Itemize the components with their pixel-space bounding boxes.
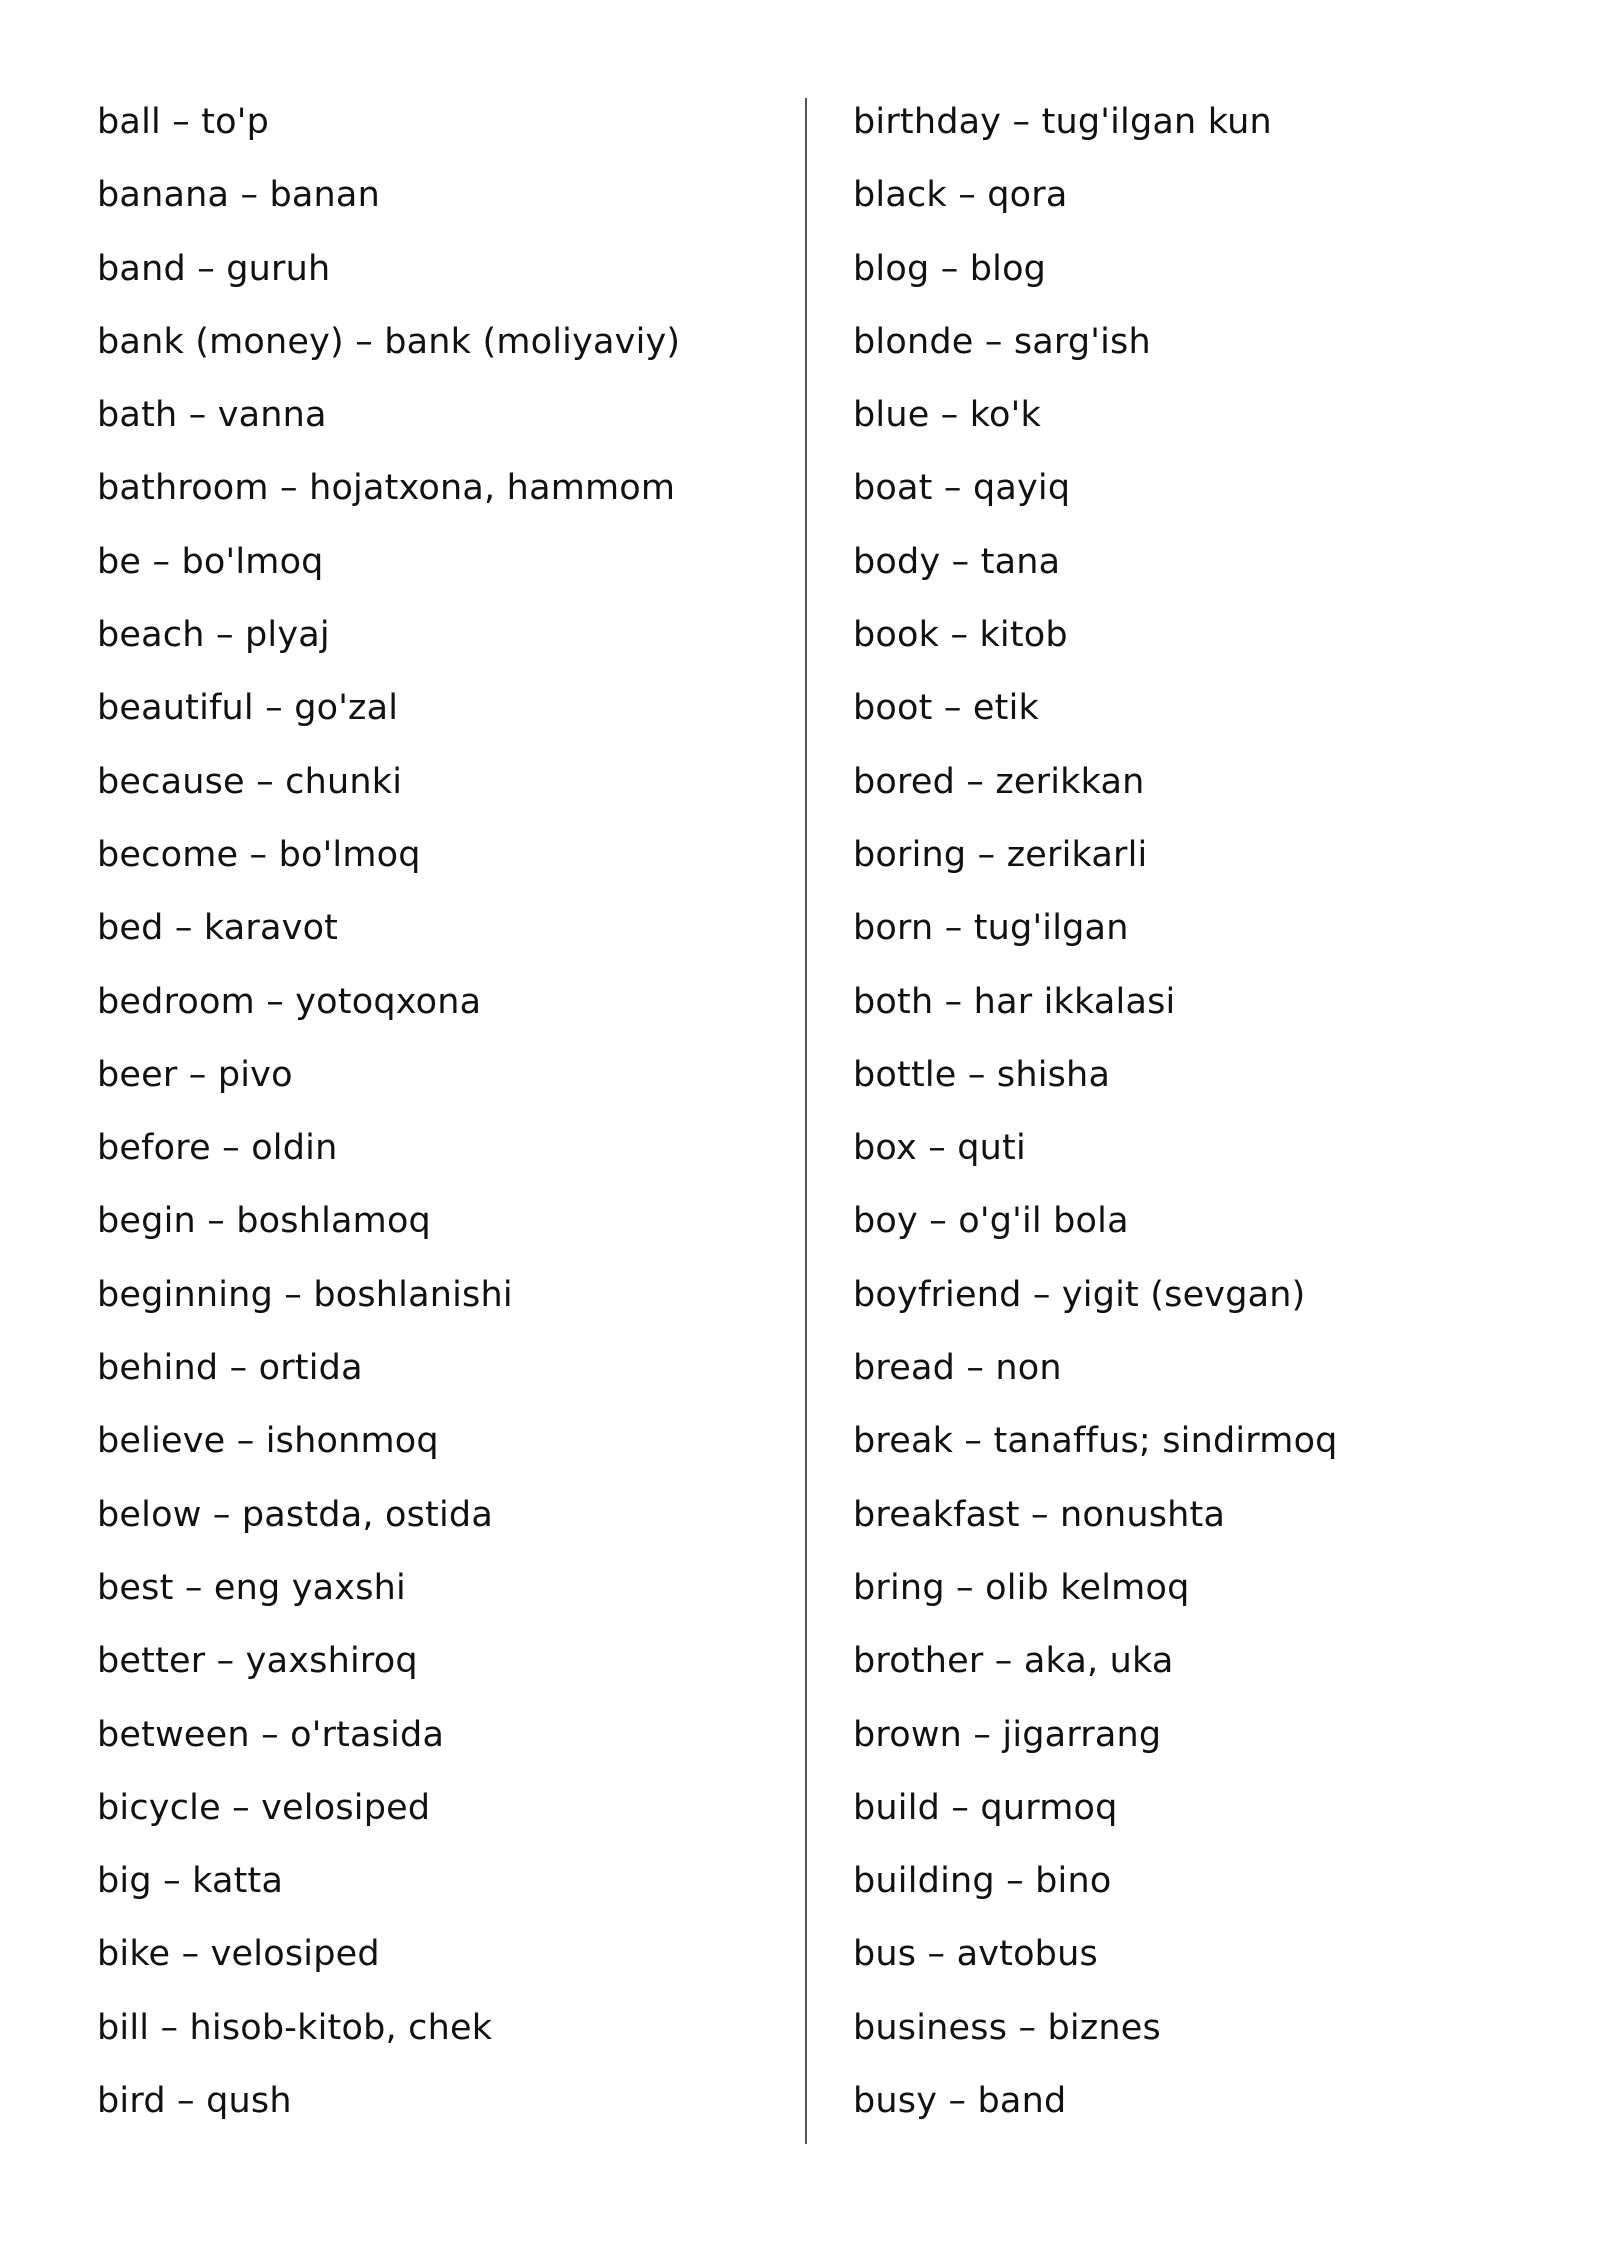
vocabulary-entry: bank (money) – bank (moliyaviy)	[97, 321, 681, 362]
vocabulary-entry: banana – banan	[97, 175, 380, 216]
vocabulary-entry: boyfriend – yigit (sevgan)	[853, 1274, 1306, 1315]
vocabulary-entry: building – bino	[853, 1861, 1112, 1902]
vocabulary-entry: bedroom – yotoqxona	[97, 981, 482, 1022]
vocabulary-entry: business – biznes	[853, 2007, 1161, 2048]
vocabulary-entry: band – guruh	[97, 248, 331, 289]
vocabulary-entry: beach – plyaj	[97, 615, 330, 656]
vocabulary-entry: boring – zerikarli	[853, 834, 1148, 875]
vocabulary-entry: beginning – boshlanishi	[97, 1274, 513, 1315]
vocabulary-entry: boy – o'g'il bola	[853, 1201, 1129, 1242]
vocabulary-entry: because – chunki	[97, 761, 403, 802]
vocabulary-entry: beautiful – go'zal	[97, 688, 399, 729]
vocabulary-entry: bread – non	[853, 1348, 1062, 1389]
vocabulary-entry: big – katta	[97, 1861, 284, 1902]
vocabulary-entry: begin – boshlamoq	[97, 1201, 431, 1242]
vocabulary-entry: better – yaxshiroq	[97, 1641, 418, 1682]
vocabulary-entry: ball – to'p	[97, 102, 270, 142]
vocabulary-entry: birthday – tug'ilgan kun	[853, 102, 1272, 142]
vocabulary-entry: black – qora	[853, 175, 1068, 216]
vocabulary-entry: blog – blog	[853, 248, 1047, 289]
vocabulary-entry: both – har ikkalasi	[853, 981, 1176, 1022]
vocabulary-entry: bathroom – hojatxona, hammom	[97, 468, 676, 509]
vocabulary-entry: between – o'rtasida	[97, 1714, 445, 1755]
vocabulary-entry: before – oldin	[97, 1128, 338, 1169]
vocabulary-entry: bus – avtobus	[853, 1934, 1098, 1975]
vocabulary-entry: blue – ko'k	[853, 395, 1041, 436]
vocabulary-entry: bike – velosiped	[97, 1934, 380, 1975]
vocabulary-entry: below – pastda, ostida	[97, 1494, 493, 1535]
vocabulary-entry: bored – zerikkan	[853, 761, 1145, 802]
vocabulary-entry: book – kitob	[853, 615, 1068, 656]
vocabulary-entry: build – qurmoq	[853, 1787, 1118, 1828]
vocabulary-entry: bottle – shisha	[853, 1054, 1111, 1095]
column-divider	[805, 98, 807, 2144]
vocabulary-entry: busy – band	[853, 2081, 1067, 2122]
vocabulary-entry: bring – olib kelmoq	[853, 1567, 1190, 1608]
vocabulary-entry: born – tug'ilgan	[853, 908, 1129, 949]
vocabulary-entry: bed – karavot	[97, 908, 339, 949]
vocabulary-entry: breakfast – nonushta	[853, 1494, 1226, 1535]
vocabulary-entry: believe – ishonmoq	[97, 1421, 439, 1462]
vocabulary-entry: box – quti	[853, 1128, 1026, 1169]
vocabulary-entry: boot – etik	[853, 688, 1039, 729]
vocabulary-entry: body – tana	[853, 541, 1061, 582]
vocabulary-entry: break – tanaffus; sindirmoq	[853, 1421, 1338, 1462]
vocabulary-entry: bill – hisob-kitob, chek	[97, 2007, 493, 2048]
vocabulary-entry: bird – qush	[97, 2081, 292, 2122]
vocabulary-entry: best – eng yaxshi	[97, 1567, 406, 1608]
vocabulary-entry: brother – aka, uka	[853, 1641, 1174, 1682]
vocabulary-column-right	[853, 95, 1553, 2147]
vocabulary-entry: bicycle – velosiped	[97, 1787, 431, 1828]
vocabulary-entry: behind – ortida	[97, 1348, 363, 1389]
vocabulary-entry: be – bo'lmoq	[97, 541, 324, 582]
vocabulary-entry: boat – qayiq	[853, 468, 1071, 509]
vocabulary-entry: blonde – sarg'ish	[853, 321, 1151, 362]
vocabulary-entry: brown – jigarrang	[853, 1714, 1162, 1755]
vocabulary-column-left	[97, 95, 777, 2147]
vocabulary-entry: beer – pivo	[97, 1054, 293, 1095]
vocabulary-entry: become – bo'lmoq	[97, 834, 421, 875]
vocabulary-entry: bath – vanna	[97, 395, 327, 436]
